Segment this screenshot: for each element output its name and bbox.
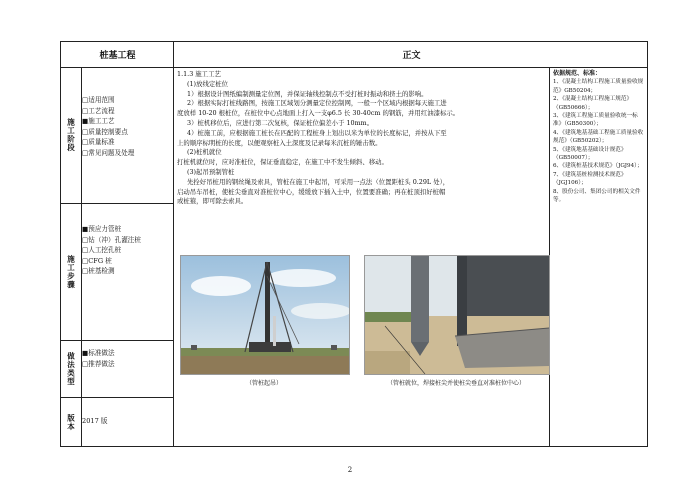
stage-option[interactable]: □工艺流程 xyxy=(82,106,115,115)
main-content xyxy=(177,70,549,207)
section-label-stage: 施工阶段 xyxy=(66,118,76,152)
content-heading: 1.1.3 施工工艺 xyxy=(177,70,221,78)
paragraph: 或桩箍，即可除去索具。 xyxy=(177,197,248,206)
stage-option[interactable]: □质量控制要点 xyxy=(82,127,128,136)
paragraph: 先拴好吊桩用的钢丝绳及索具，管桩在施工中起吊，可采用一点法（位置距桩头 0.29L 处）， xyxy=(187,177,450,186)
method-options xyxy=(82,348,174,369)
steps-options xyxy=(82,224,174,277)
photo-pile-positioning xyxy=(364,255,550,375)
section-label-version: 版本 xyxy=(66,413,76,431)
section-label-method: 做法类型 xyxy=(66,352,76,386)
photo-caption: （管桩就位，焊接桩尖并使桩尖垂直对准桩位中心） xyxy=(386,380,525,387)
page-number: 2 xyxy=(347,466,353,474)
subheading: (1)放线定桩位 xyxy=(187,79,229,88)
paragraph: 2）根据实际打桩线路图，按施工区域划分测量定位控制网，一般一个区域内根据每天施工进 xyxy=(187,99,447,108)
references xyxy=(553,70,645,205)
stage-option[interactable]: ■施工工艺 xyxy=(82,117,115,125)
header-left-cell: 桩基工程 xyxy=(99,51,136,61)
references-title: 依据规范、标准： xyxy=(553,70,602,77)
steps-option[interactable]: □CFG 桩 xyxy=(82,256,112,265)
paragraph: 3）桩机移位后，应进行第二次复核，保证桩位偏差小于 10mm。 xyxy=(187,118,374,127)
paragraph: 上的顺序标明桩的长度，以便观察桩入土深度及记录每米沉桩的锤击数。 xyxy=(177,138,382,147)
reference-item: 4、《建筑地基基础工程施工质量验收规范》（GB50202）； xyxy=(553,129,644,145)
subheading: (3)起吊预制管桩 xyxy=(187,167,235,176)
reference-item: 1、《混凝土结构工程施工质量验收规范》GB50204； xyxy=(553,79,644,94)
reference-item: 3、《建筑工程施工质量验收统一标准》（GB50300）； xyxy=(553,113,638,128)
method-option[interactable]: ■标准做法 xyxy=(82,349,115,357)
steps-option[interactable]: □桩基检测 xyxy=(82,267,115,275)
section-label-steps: 施工步骤 xyxy=(66,255,76,289)
reference-item: 8、股份公司、集团公司的相关文件等。 xyxy=(553,188,641,204)
stage-option[interactable]: □适用范围 xyxy=(82,96,115,104)
stage-option[interactable]: □质量标准 xyxy=(82,138,115,146)
reference-item: 7、《建筑基桩检测技术规范》（JGJ106）； xyxy=(553,171,627,187)
steps-option[interactable]: □钻（冲）孔灌注桩 xyxy=(82,235,141,244)
steps-option[interactable]: □人工挖孔桩 xyxy=(82,246,122,254)
version-value: 2017 版 xyxy=(82,417,108,425)
stage-options xyxy=(82,95,174,158)
paragraph: 1）根据设计图纸编制测量定位图，并保证轴线控制点不受打桩时振动和挤土的影响。 xyxy=(187,89,428,98)
paragraph: 4）桩施工前，应根据施工桩长在匹配的工程桩身上划出以米为单位的长度标记，并按从下至 xyxy=(187,128,447,137)
photo-caption: （管桩起吊） xyxy=(245,380,282,387)
stage-option[interactable]: □常见问题及处理 xyxy=(82,148,135,157)
steps-option[interactable]: ■预应力管桩 xyxy=(82,225,122,233)
paragraph: 启动吊车吊桩，使桩尖垂直对准桩位中心，缓缓放下插入土中，位置要准确；再在桩顶扣好桩帽 xyxy=(177,187,446,196)
photo-pile-lifting xyxy=(180,255,350,375)
reference-item: 2、《混凝土结构工程施工规范》（GB50666）； xyxy=(553,96,633,111)
reference-item: 6、《建筑桩基技术规范》（JGJ94）； xyxy=(553,163,643,170)
paragraph: 打桩机就位时，应对准桩位，保证垂直稳定，在施工中不发生倾斜、移动。 xyxy=(177,158,388,167)
method-option[interactable]: □推荐做法 xyxy=(82,359,115,368)
paragraph: 度放样 10-20 根桩位，在桩位中心点地面上打入一支φ6.5 长 30-40cm 的钢筋，并用红油漆标示。 xyxy=(177,109,460,118)
header-right-cell: 正文 xyxy=(402,51,421,61)
document-table xyxy=(60,41,648,447)
subheading: (2)桩机就位 xyxy=(187,148,222,157)
reference-item: 5、《建筑地基基础设计规范》（GB50007）； xyxy=(553,146,627,162)
